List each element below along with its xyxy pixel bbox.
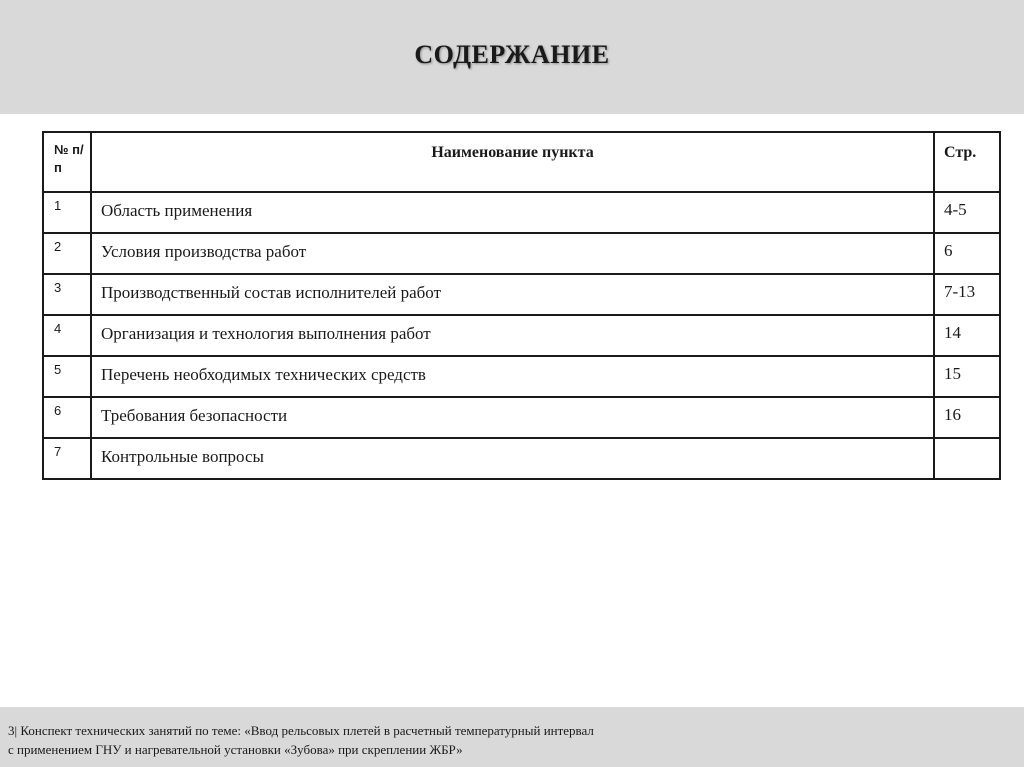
row-name: Производственный состав исполнителей работ [91, 274, 934, 315]
row-number: 1 [43, 192, 91, 233]
row-number: 2 [43, 233, 91, 274]
row-name: Требования безопасности [91, 397, 934, 438]
row-name: Контрольные вопросы [91, 438, 934, 479]
row-page: 6 [934, 233, 1000, 274]
row-number: 6 [43, 397, 91, 438]
row-number: 3 [43, 274, 91, 315]
table-row [43, 315, 1000, 356]
row-page: 4-5 [934, 192, 1000, 233]
table-row [43, 356, 1000, 397]
footer-line-2: с применением ГНУ и нагревательной установки «Зубова» при скреплении ЖБР» [8, 742, 463, 757]
row-page: 16 [934, 397, 1000, 438]
table-row [43, 274, 1000, 315]
footer-line-1: 3| Конспект технических занятий по теме: «Ввод рельсовых плетей в расчетный температурный интервал [8, 723, 594, 738]
row-name: Организация и технология выполнения работ [91, 315, 934, 356]
table-header-row [43, 132, 1000, 192]
row-number: 5 [43, 356, 91, 397]
row-name: Область применения [91, 192, 934, 233]
footer-caption [8, 721, 594, 759]
table-row [43, 233, 1000, 274]
column-header-page: Стр. [934, 132, 1000, 192]
row-name: Условия производства работ [91, 233, 934, 274]
row-page: 15 [934, 356, 1000, 397]
page-title: СОДЕРЖАНИЕ [414, 40, 610, 69]
table-row [43, 192, 1000, 233]
row-page: 14 [934, 315, 1000, 356]
table-row [43, 438, 1000, 479]
row-number: 7 [43, 438, 91, 479]
row-page: 7-13 [934, 274, 1000, 315]
row-page [934, 438, 1000, 479]
row-name: Перечень необходимых технических средств [91, 356, 934, 397]
contents-table [42, 131, 1001, 480]
column-header-number: № п/п [43, 132, 91, 192]
row-number: 4 [43, 315, 91, 356]
table-row [43, 397, 1000, 438]
column-header-name: Наименование пункта [91, 132, 934, 192]
